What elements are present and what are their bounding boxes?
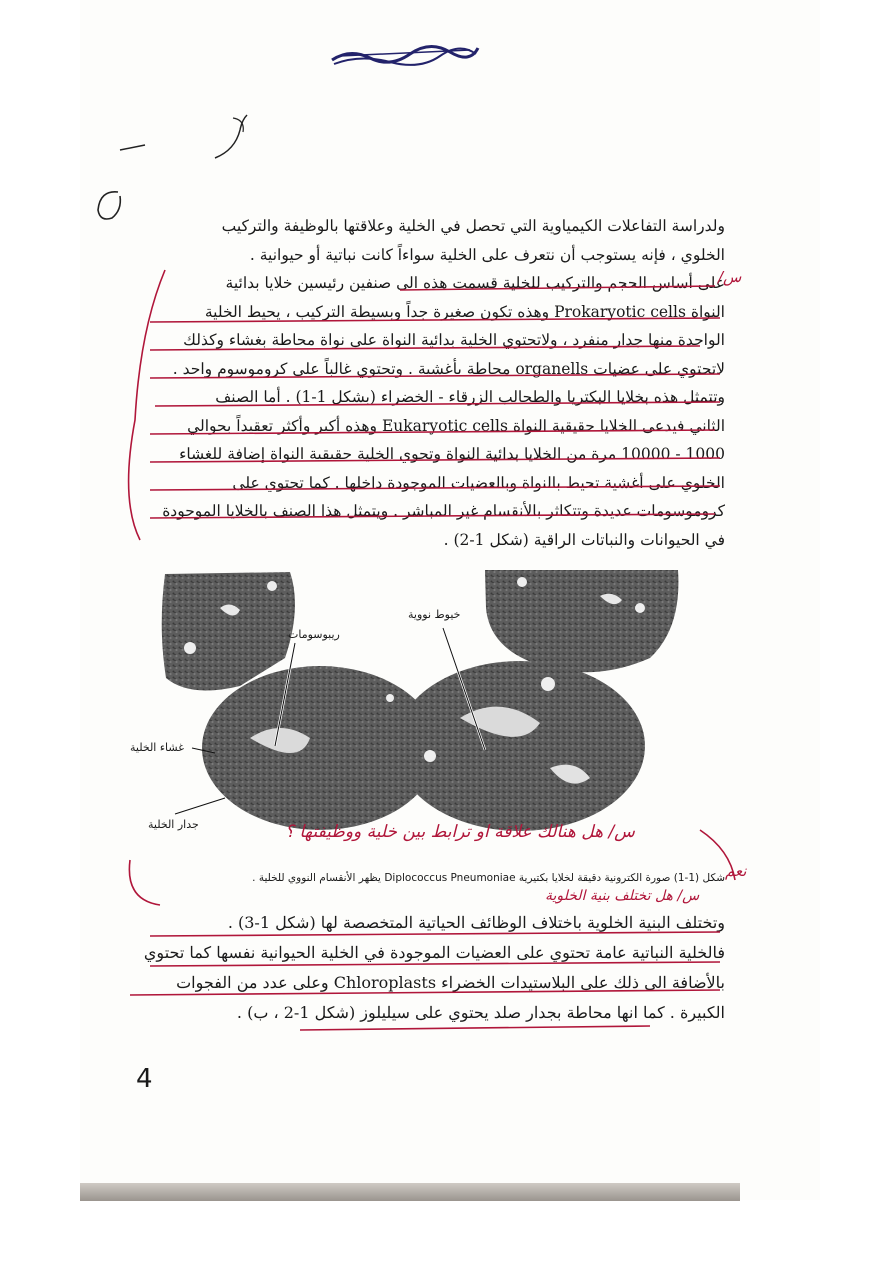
question-marker: س/ bbox=[718, 268, 742, 286]
text-line: لاتحتوي على عضيات organells محاطة بأغشية . وتحتوي غالباً على كروموسوم واحد . bbox=[172, 359, 725, 378]
bacteria-micrograph-figure bbox=[130, 568, 680, 843]
text-line: وتتمثل هذه بخلايا البكتريا والطحالب الزرقاء - الخضراء (بشكل 1-1) . أما الصنف bbox=[215, 388, 725, 406]
label-cell-wall: جدار الخلية bbox=[148, 818, 199, 831]
label-nuclear-threads: خيوط نووية bbox=[408, 608, 461, 621]
text-line: بالأضافة الى ذلك على البلاستيدات الخضراء Chloroplasts وعلى عدد من الفجوات bbox=[176, 973, 725, 992]
label-ribosomes: ريبوسومات bbox=[288, 628, 340, 641]
label-cell-membrane: غشاء الخلية bbox=[130, 741, 184, 754]
handwritten-answer: نعم bbox=[725, 862, 747, 880]
crossed-out-scribble bbox=[330, 40, 480, 70]
text-line: الكبيرة . كما انها محاطة بجدار صلد يحتوي على سيليلوز (شكل 1-2 ، ب) . bbox=[236, 1003, 725, 1022]
text-line: فالخلية النباتية عامة تحتوي على العضيات الموجودة في الخلية الحيوانية نفسها كما تحتوي bbox=[143, 943, 725, 962]
page-number: 4 bbox=[136, 1064, 153, 1094]
handwritten-question-2: س/ هل تختلف بنية الخلوية bbox=[545, 888, 700, 904]
text-line: كروموسومات عديدة وتتكاثر بالأنقسام غير المباشر . ويتمثل هذا الصنف بالخلايا الموجودة bbox=[162, 502, 725, 520]
handwritten-question: س/ هل هنالك علاقة او ترابط بين خلية ووظيفتها ؟ bbox=[285, 822, 635, 842]
text-line: الواحدة منها جدار منفرد ، ولاتحتوي الخلية بدائية النواة على نواة محاطة بغشاء وكذلك bbox=[183, 331, 725, 349]
micrograph-image bbox=[130, 568, 680, 843]
text-line: الخلوي على أغشية تحيط بالنواة وبالعضيات الموجودة داخلها . كما تحتوي على bbox=[232, 473, 725, 492]
text-line: ولدراسة التفاعلات الكيمياوية التي تحصل في الخلية وعلاقتها بالوظيفة والتركيب bbox=[221, 217, 725, 235]
text-line: الخلوي ، فإنه يستوجب أن نتعرف على الخلية سواءاً كانت نباتية أو حيوانية . bbox=[249, 245, 725, 264]
paragraph-cell-structure bbox=[140, 908, 725, 1028]
text-line: الثاني فيدعى الخلايا حقيقية النواة Eukaryotic cells وهذه أكبر وأكثر تعقيداً بحوالي bbox=[187, 416, 725, 435]
text-line: على أساس الحجم والتركيب للخلية قسمت هذه الى صنفين رئيسين خلايا بدائية bbox=[225, 274, 725, 292]
text-line: النواة Prokaryotic cells وهذه تكون صغيرة جداً وبسيطة التركيب ، يحيط الخلية bbox=[204, 302, 725, 321]
text-line: وتختلف البنية الخلوية باختلاف الوظائف الحياتية المتخصصة لها (شكل 1-3) . bbox=[227, 913, 725, 932]
text-line: في الحيوانات والنباتات الراقية (شكل 1-2) . bbox=[443, 530, 725, 549]
pen-marks bbox=[115, 110, 265, 170]
text-line: 1000 - 10000 مرة من الخلايا بدائية النواة وتحوي الخلية حقيقية النواة إضافة للغشاء bbox=[179, 445, 725, 463]
figure-caption: شكل (1-1) صورة الكترونية دقيقة لخلايا بكتيرية Diplococcus Pneumoniae يظهر الأنقسام النووي للخلية . bbox=[252, 872, 725, 884]
circle-mark bbox=[90, 188, 130, 228]
page-edge-shadow bbox=[80, 1183, 740, 1201]
paragraph-cell-types bbox=[140, 212, 725, 554]
